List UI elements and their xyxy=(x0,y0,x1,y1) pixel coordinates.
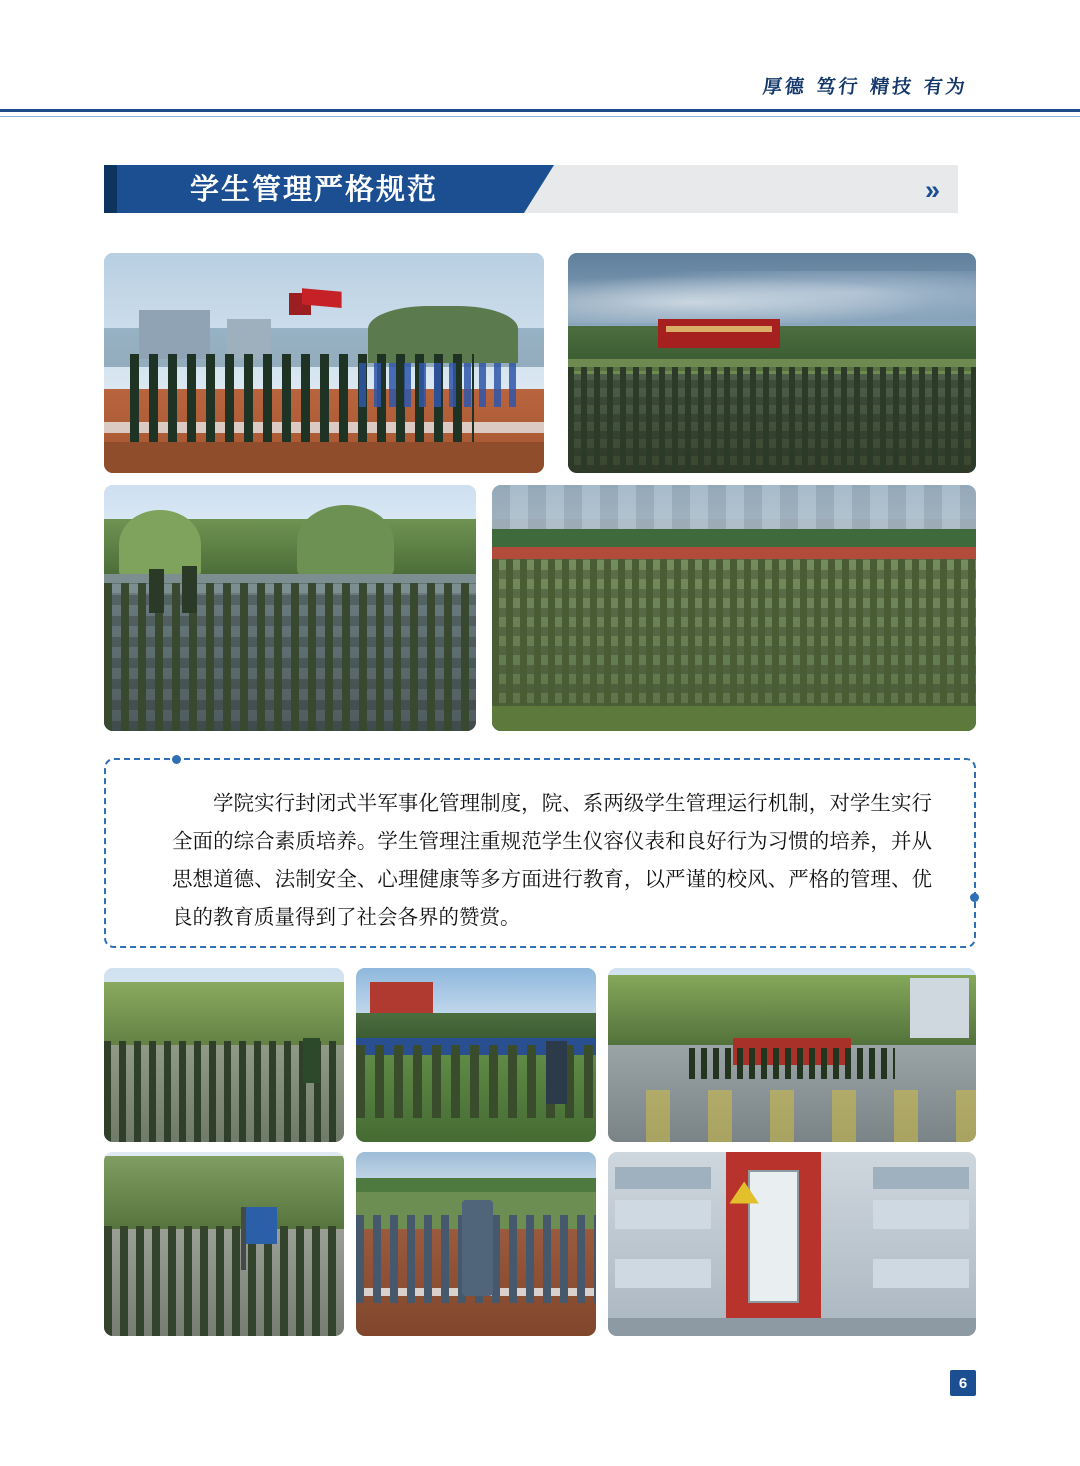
page-title: 学生管理严格规范 xyxy=(190,172,439,206)
photo-row3-left xyxy=(104,968,344,1142)
photo-row4-left xyxy=(104,1152,344,1336)
panel-dot-bottom xyxy=(970,893,979,902)
photo-mid-left xyxy=(104,485,476,731)
photo-mid-right xyxy=(492,485,976,731)
photo-row3-center xyxy=(356,968,596,1142)
page-number: 6 xyxy=(950,1370,976,1396)
banner-accent-edge xyxy=(104,165,117,213)
header-rule-thin xyxy=(0,116,1080,117)
description-panel xyxy=(104,758,976,948)
header-rule-thick xyxy=(0,109,1080,112)
section-banner xyxy=(104,165,958,213)
photo-top-left xyxy=(104,253,544,473)
photo-row4-right xyxy=(608,1152,976,1336)
photo-row4-center xyxy=(356,1152,596,1336)
description-text: 学院实行封闭式半军事化管理制度，院、系两级学生管理运行机制，对学生实行全面的综合素质培养。学生管理注重规范学生仪容仪表和良好行为习惯的培养，并从思想道德、法制安全、心理健康等多方面进行教育，以严谨的校风、严格的管理、优良的教育质量得到了社会各界的赞赏。 xyxy=(172,791,932,929)
header-motto: 厚德 笃行 精技 有为 xyxy=(761,76,969,98)
panel-dot-top xyxy=(172,755,181,764)
photo-row3-right xyxy=(608,968,976,1142)
page-header xyxy=(0,0,1080,120)
double-chevron-right-icon: » xyxy=(924,175,936,205)
photo-top-right xyxy=(568,253,976,473)
